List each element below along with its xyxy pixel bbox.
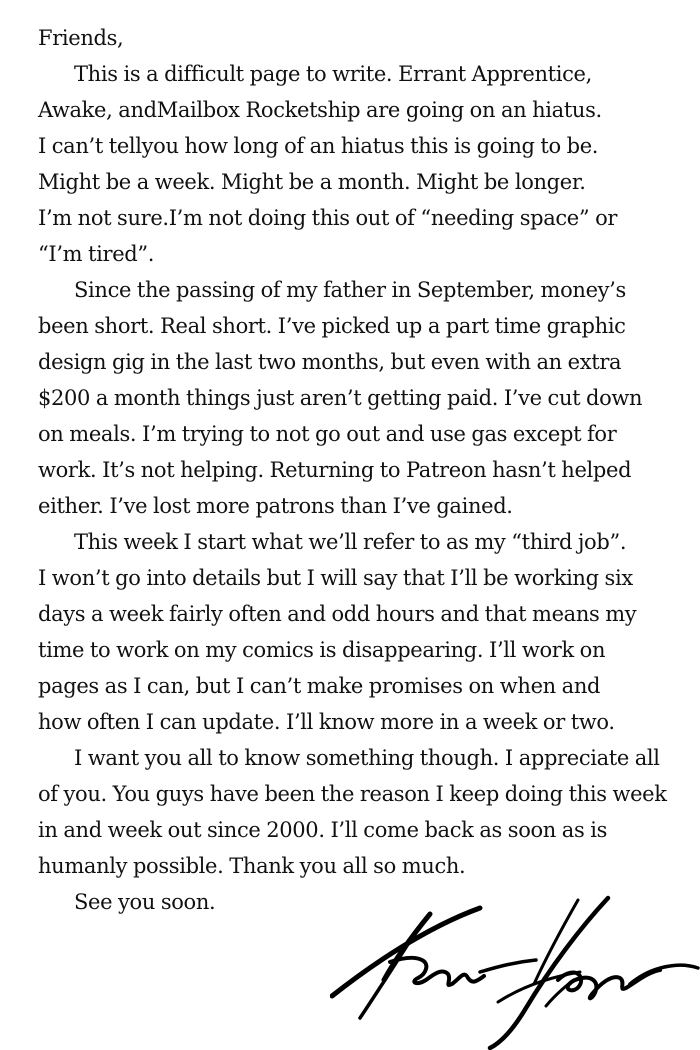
- letter-line-24: humanly possible. Thank you all so much.: [38, 854, 466, 878]
- letter-line-17: days a week fairly often and odd hours and that means my: [38, 602, 637, 626]
- letter-line-25: See you soon.: [74, 890, 216, 914]
- letter-line-19: pages as I can, but I can’t make promises on when and: [38, 674, 601, 698]
- letter-line-6: I’m not sure.I’m not doing this out of “needing space” or: [38, 206, 618, 230]
- letter-line-8: Since the passing of my father in September, money’s: [74, 278, 626, 302]
- letter-line-14: either. I’ve lost more patrons than I’ve gained.: [38, 494, 513, 518]
- letter-line-3: Awake, andMailbox Rocketship are going on an hiatus.: [38, 98, 602, 122]
- letter-line-5: Might be a week. Might be a month. Might be longer.: [38, 170, 586, 194]
- letter-line-23: in and week out since 2000. I’ll come back as soon as is: [38, 818, 607, 842]
- letter-line-22: of you. You guys have been the reason I keep doing this week: [38, 782, 667, 806]
- letter-line-16: I won’t go into details but I will say that I’ll be working six: [38, 566, 633, 590]
- letter-line-10: design gig in the last two months, but even with an extra: [38, 350, 622, 374]
- signature-icon: [330, 888, 700, 1050]
- letter-line-12: on meals. I’m trying to not go out and use gas except for: [38, 422, 617, 446]
- letter-line-18: time to work on my comics is disappearing. I’ll work on: [38, 638, 606, 662]
- letter-line-11: $200 a month things just aren’t getting paid. I’ve cut down: [38, 386, 643, 410]
- letter-line-4: I can’t tellyou how long of an hiatus this is going to be.: [38, 134, 599, 158]
- letter-line-9: been short. Real short. I’ve picked up a part time graphic: [38, 314, 626, 338]
- letter-line-21: I want you all to know something though. I appreciate all: [74, 746, 660, 770]
- letter-line-7: “I’m tired”.: [38, 242, 155, 266]
- letter-line-15: This week I start what we’ll refer to as my “third job”.: [74, 530, 627, 554]
- letter-line-1: Friends,: [38, 26, 124, 50]
- letter-line-2: This is a difficult page to write. Errant Apprentice,: [74, 62, 592, 86]
- letter-line-20: how often I can update. I’ll know more in a week or two.: [38, 710, 615, 734]
- letter-line-13: work. It’s not helping. Returning to Patreon hasn’t helped: [38, 458, 632, 482]
